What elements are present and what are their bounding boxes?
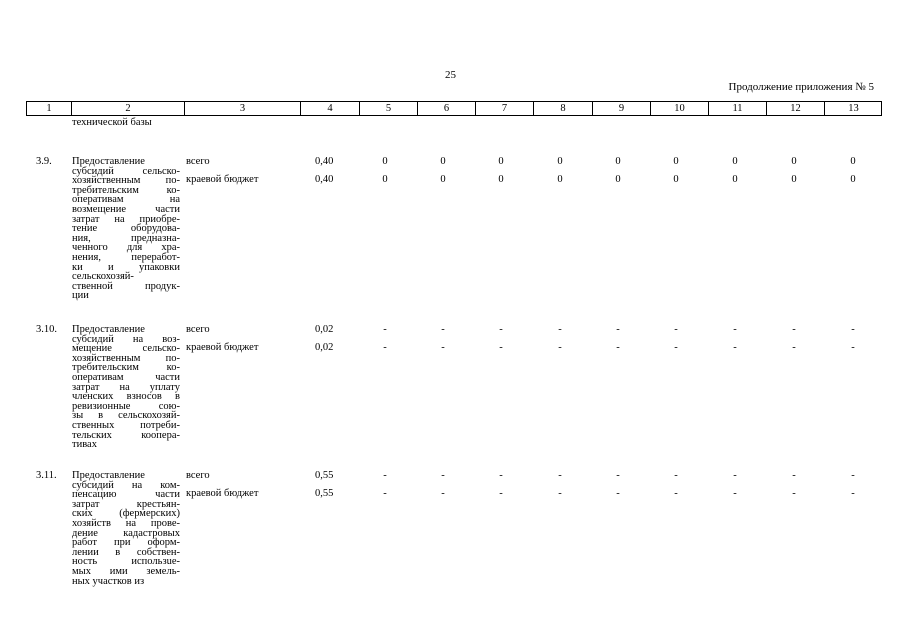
year-value: - (558, 324, 562, 335)
year-value: - (851, 470, 855, 481)
year-value: - (851, 342, 855, 353)
year-value: - (441, 324, 445, 335)
year-value: 0 (440, 156, 446, 167)
column-header-5: 5 (359, 102, 417, 115)
description-line: возмещение части (72, 203, 180, 215)
description-line: нения, переработ- (72, 251, 180, 263)
year-value: - (674, 470, 678, 481)
year-value: - (616, 470, 620, 481)
description-line: работ при оформ- (72, 537, 180, 549)
row-description (72, 471, 180, 586)
description-line: субсидий на ком- (72, 479, 180, 491)
year-value: 0 (850, 174, 856, 185)
year-value: - (383, 342, 387, 353)
year-value: - (616, 342, 620, 353)
description-line: затрат на приобре- (72, 213, 180, 225)
year-value: 0 (732, 156, 738, 167)
total-amount: 0,55 (315, 488, 334, 499)
year-value: - (674, 342, 678, 353)
column-header-7: 7 (475, 102, 533, 115)
funding-source: краевой бюджет (186, 174, 259, 185)
year-value: 0 (673, 156, 679, 167)
year-value: 0 (615, 174, 621, 185)
year-value: 0 (382, 156, 388, 167)
year-value: - (674, 324, 678, 335)
year-value: 0 (557, 174, 563, 185)
year-value: - (733, 470, 737, 481)
description-line: ских (фермерских) (72, 508, 180, 520)
total-amount: 0,40 (315, 156, 334, 167)
column-header-9: 9 (592, 102, 650, 115)
description-line: хозяйственным по- (72, 175, 180, 187)
description-line: ных участков из (72, 575, 145, 587)
description-line: затрат крестьян- (72, 498, 180, 510)
year-value: - (383, 324, 387, 335)
year-value: - (499, 470, 503, 481)
description-line: затрат на уплату (72, 381, 180, 393)
description-line: тельских коопера- (72, 429, 180, 441)
description-line: ции (72, 290, 89, 302)
description-line: требительским ко- (72, 362, 180, 374)
year-value: 0 (850, 156, 856, 167)
year-value: - (851, 488, 855, 499)
total-amount: 0,02 (315, 342, 334, 353)
column-header-13: 13 (824, 102, 882, 115)
year-value: 0 (440, 174, 446, 185)
year-value: - (616, 324, 620, 335)
year-value: 0 (791, 156, 797, 167)
column-header-10: 10 (650, 102, 708, 115)
year-value: - (441, 488, 445, 499)
funding-source: всего (186, 324, 210, 335)
description-line: мещение сельско- (72, 343, 180, 355)
description-line: тение оборудова- (72, 223, 180, 235)
year-value: 0 (732, 174, 738, 185)
description-line: субсидий на воз- (72, 333, 180, 345)
year-value: 0 (382, 174, 388, 185)
page-number: 25 (445, 69, 456, 81)
column-header-1: 1 (46, 103, 52, 114)
column-header-2: 2 (71, 102, 184, 115)
column-header-row (26, 101, 882, 116)
column-header-6: 6 (417, 102, 475, 115)
year-value: - (674, 488, 678, 499)
column-header-4: 4 (300, 102, 359, 115)
description-line: хозяйств на прове- (72, 517, 180, 529)
year-value: 0 (615, 156, 621, 167)
funding-source: всего (186, 470, 210, 481)
year-value: - (558, 488, 562, 499)
funding-source: краевой бюджет (186, 488, 259, 499)
description-line: ственной продук- (72, 280, 180, 292)
year-value: 0 (791, 174, 797, 185)
year-value: - (792, 470, 796, 481)
row-number: 3.11. (36, 470, 57, 481)
description-line: оперативам части (72, 371, 180, 383)
funding-source: краевой бюджет (186, 342, 259, 353)
year-value: - (499, 342, 503, 353)
year-value: - (441, 470, 445, 481)
year-value: - (733, 324, 737, 335)
row-description (72, 157, 180, 301)
description-line: ки и упаковки (72, 261, 180, 273)
column-header-8: 8 (533, 102, 592, 115)
year-value: - (383, 488, 387, 499)
description-line: тивах (72, 439, 97, 451)
year-value: - (733, 342, 737, 353)
year-value: - (792, 488, 796, 499)
description-line: ния, предназна- (72, 232, 180, 244)
description-line: пенсацию части (72, 489, 180, 501)
description-line: лении в собствен- (72, 546, 180, 558)
year-value: 0 (498, 174, 504, 185)
description-line: ность использue- (72, 556, 180, 568)
description-line: Предоставление (72, 324, 145, 335)
funding-source: всего (186, 156, 210, 167)
total-amount: 0,02 (315, 324, 334, 335)
year-value: 0 (557, 156, 563, 167)
description-line: ченного для хра- (72, 242, 180, 254)
row-number: 3.10. (36, 324, 57, 335)
year-value: - (441, 342, 445, 353)
description-line: ственных потреби- (72, 419, 180, 431)
total-amount: 0,40 (315, 174, 334, 185)
year-value: 0 (673, 174, 679, 185)
column-header-11: 11 (708, 102, 766, 115)
year-value: - (499, 324, 503, 335)
tail-text: технической базы (72, 117, 152, 128)
description-line: Предоставление (72, 470, 145, 481)
description-line: сельскохозяй- (72, 271, 134, 283)
row-number: 3.9. (36, 156, 52, 167)
description-line: требительским ко- (72, 184, 180, 196)
description-line: Предоставление (72, 156, 145, 167)
year-value: - (851, 324, 855, 335)
description-line: субсидий сельско- (72, 165, 180, 177)
description-line: хозяйственным по- (72, 352, 180, 364)
column-header-12: 12 (766, 102, 824, 115)
description-line: дение кадастровых (72, 527, 180, 539)
description-line: оперативам на (72, 194, 180, 206)
description-line: зы в сельскохозяй- (72, 410, 180, 422)
description-line: мых ими земель- (72, 565, 180, 577)
description-line: членских взносов в (72, 391, 180, 403)
total-amount: 0,55 (315, 470, 334, 481)
year-value: - (383, 470, 387, 481)
year-value: - (616, 488, 620, 499)
year-value: - (558, 342, 562, 353)
continuation-label: Продолжение приложения № 5 (728, 81, 874, 93)
year-value: - (792, 342, 796, 353)
row-description (72, 325, 180, 450)
column-header-3: 3 (184, 102, 300, 115)
year-value: - (733, 488, 737, 499)
description-line: ревизионные сою- (72, 400, 180, 412)
year-value: - (792, 324, 796, 335)
year-value: - (558, 470, 562, 481)
year-value: 0 (498, 156, 504, 167)
year-value: - (499, 488, 503, 499)
